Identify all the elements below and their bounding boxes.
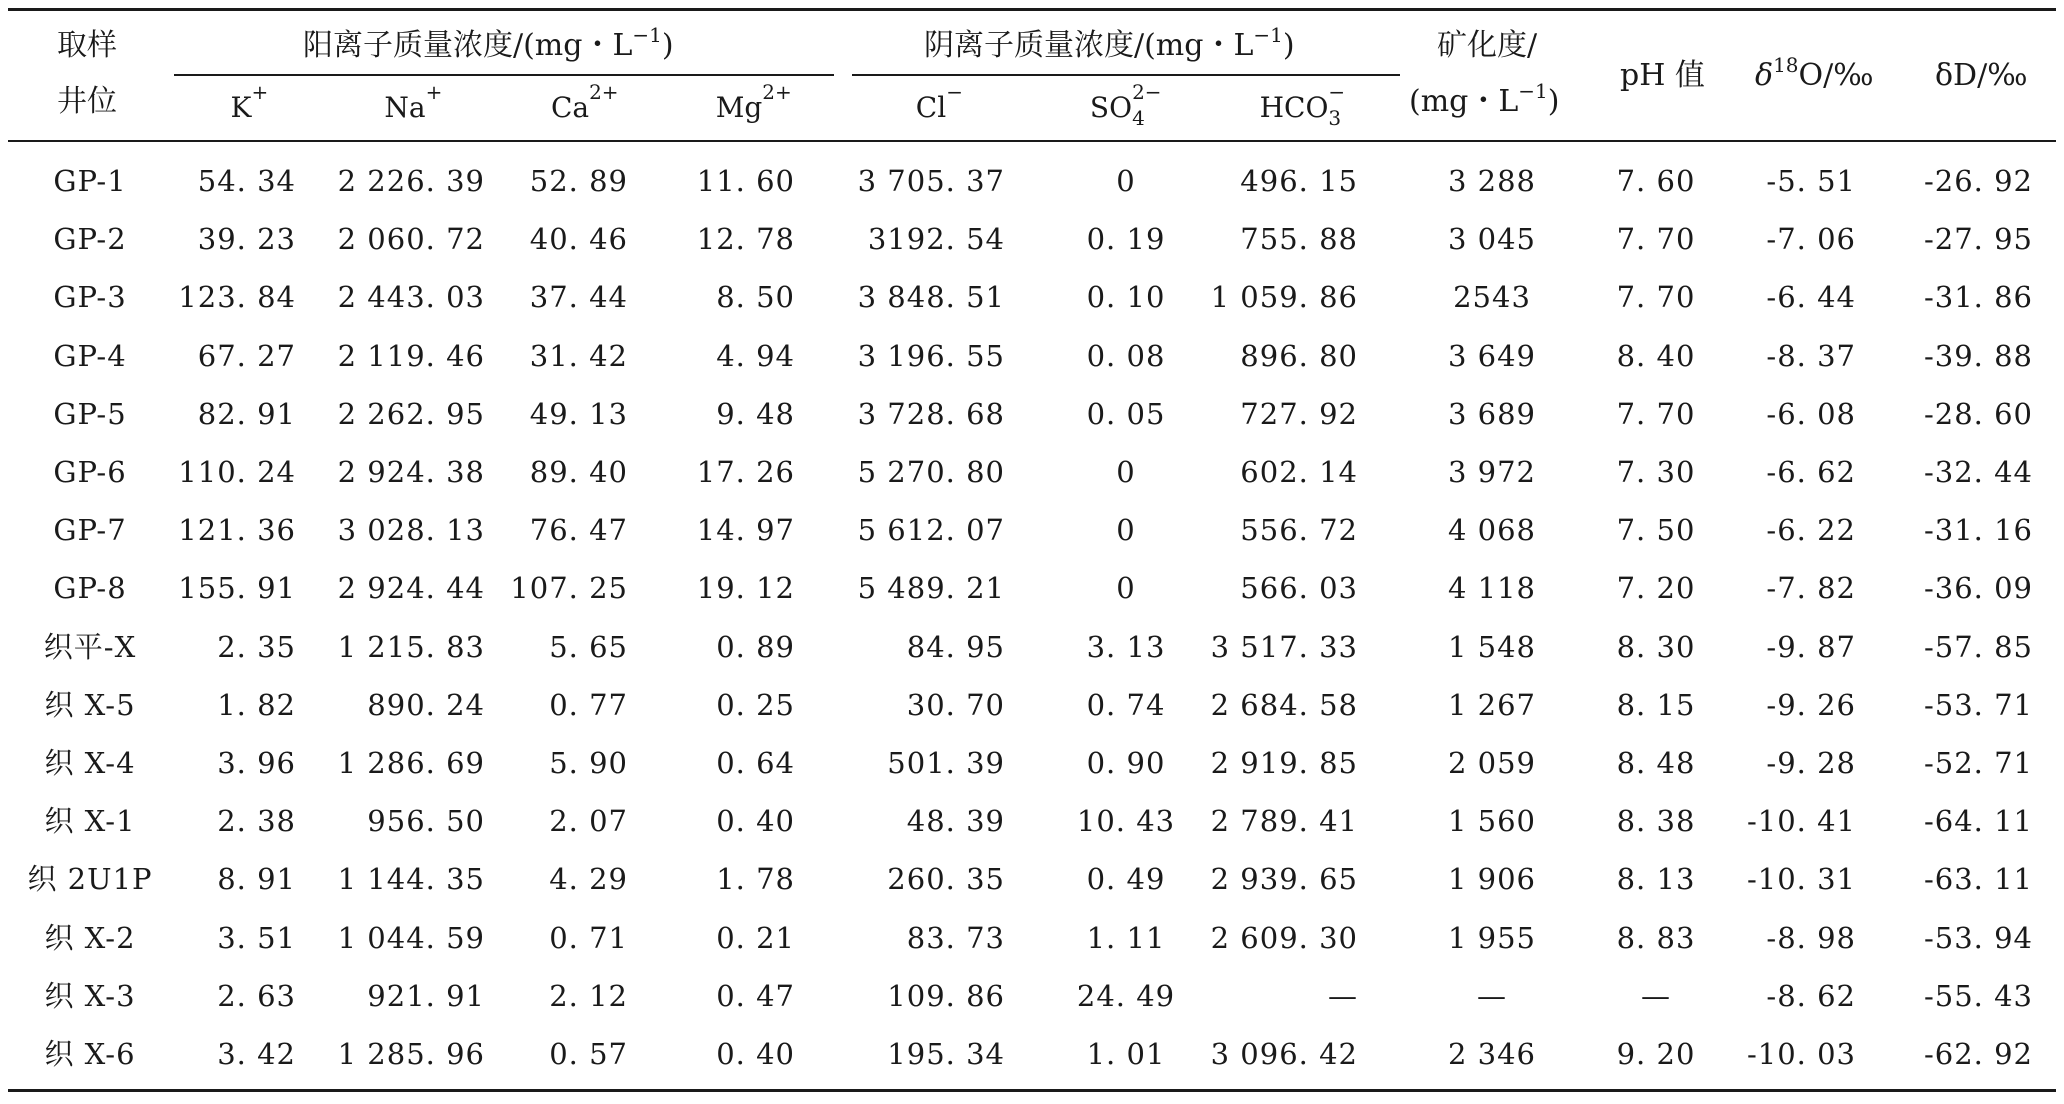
cell-d18o: -9. 28: [1766, 746, 1856, 780]
cell-mineralization: 4 068: [1447, 513, 1537, 548]
cell-so4: 0: [1116, 571, 1136, 606]
header-ion-cl: Cl −: [915, 80, 963, 124]
cell-mineralization: 2543: [1453, 280, 1531, 315]
cell-hco3: —: [1328, 978, 1358, 1013]
cell-na: 2 262. 95: [337, 396, 485, 431]
cell-ph: 7. 70: [1616, 396, 1696, 431]
cell-hco3: 2 609. 30: [1210, 920, 1358, 955]
cell-hco3: 2 789. 41: [1210, 804, 1358, 839]
cell-ph: 8. 83: [1616, 920, 1696, 955]
cell-well: 织 X-5: [44, 687, 136, 722]
cell-ph: 8. 40: [1616, 338, 1696, 373]
cell-hco3: 896. 80: [1240, 338, 1358, 373]
cell-ca: 37. 44: [529, 280, 628, 315]
cell-mineralization: 3 649: [1447, 338, 1537, 373]
cell-d18o: -8. 98: [1766, 920, 1856, 955]
cell-d18o: -5. 51: [1766, 164, 1856, 198]
cell-na: 2 060. 72: [337, 222, 485, 257]
cell-dd: -52. 71: [1923, 746, 2033, 780]
cell-well: GP-8: [53, 571, 127, 606]
cell-d18o: -8. 62: [1766, 978, 1856, 1013]
cell-mineralization: —: [1477, 978, 1507, 1013]
cell-mg: 0. 40: [716, 804, 795, 839]
cell-well: 织平-X: [43, 629, 137, 664]
cell-dd: -26. 92: [1923, 164, 2033, 198]
cell-d18o: -9. 87: [1766, 629, 1856, 664]
cell-ca: 76. 47: [529, 513, 628, 548]
cell-d18o: -10. 03: [1746, 1037, 1856, 1071]
cell-well: GP-3: [53, 280, 127, 315]
cell-hco3: 2 939. 65: [1210, 862, 1358, 897]
cell-na: 2 924. 44: [337, 571, 485, 606]
cell-na: 1 215. 83: [337, 629, 485, 664]
cell-mg: 14. 97: [696, 513, 795, 548]
cell-na: 2 924. 38: [337, 455, 485, 489]
cell-so4: 0. 19: [1086, 222, 1166, 257]
cell-well: GP-7: [53, 513, 127, 548]
cell-cl: 5 612. 07: [857, 513, 1005, 548]
cell-hco3: 3 517. 33: [1210, 629, 1358, 664]
cell-mg: 17. 26: [696, 455, 795, 489]
cell-so4: 1. 11: [1086, 920, 1166, 955]
cell-dd: -64. 11: [1923, 804, 2033, 839]
cell-mineralization: 3 288: [1447, 164, 1537, 198]
cell-ph: 8. 30: [1616, 629, 1696, 664]
cell-ph: 8. 13: [1616, 862, 1696, 897]
cell-k: 3. 51: [217, 920, 296, 955]
cell-d18o: -6. 22: [1766, 513, 1856, 548]
cell-d18o: -6. 62: [1766, 455, 1856, 489]
cell-cl: 3 848. 51: [857, 280, 1005, 315]
cell-dd: -28. 60: [1923, 396, 2033, 431]
cell-dd: -63. 11: [1923, 862, 2033, 897]
cell-k: 3. 96: [217, 746, 296, 780]
cell-so4: 0: [1116, 513, 1136, 548]
cell-k: 121. 36: [178, 513, 296, 548]
cell-k: 110. 24: [178, 455, 296, 489]
cell-mg: 1. 78: [716, 862, 795, 897]
cell-well: GP-6: [53, 455, 127, 489]
cell-mg: 11. 60: [696, 164, 795, 198]
cell-dd: -62. 92: [1923, 1037, 2033, 1071]
cell-mineralization: 1 560: [1447, 804, 1537, 839]
cell-ca: 40. 46: [529, 222, 628, 257]
cell-k: 2. 63: [217, 978, 296, 1013]
cell-cl: 3 705. 37: [857, 164, 1005, 198]
cell-d18o: -10. 31: [1746, 862, 1856, 897]
cell-so4: 0. 74: [1086, 687, 1166, 722]
header-mineralization-line2: (mg・$L^{-1}$): [1409, 79, 1560, 119]
cell-mg: 0. 64: [716, 746, 795, 780]
cell-mineralization: 2 346: [1447, 1037, 1537, 1071]
cell-hco3: 496. 15: [1240, 164, 1358, 198]
cell-hco3: 755. 88: [1240, 222, 1358, 257]
cell-d18o: -7. 06: [1766, 222, 1856, 257]
cell-mg: 9. 48: [716, 396, 795, 431]
cell-cl: 83. 73: [906, 920, 1005, 955]
cell-dd: -31. 86: [1923, 280, 2033, 315]
cell-ca: 89. 40: [529, 455, 628, 489]
cell-hco3: 2 919. 85: [1210, 746, 1358, 780]
cell-cl: 84. 95: [906, 629, 1005, 664]
cell-mg: 19. 12: [696, 571, 795, 606]
cell-na: 890. 24: [367, 687, 485, 722]
cell-mineralization: 3 045: [1447, 222, 1537, 257]
cell-cl: 109. 86: [887, 978, 1005, 1013]
cell-so4: 10. 43: [1076, 804, 1176, 839]
cell-k: 2. 38: [217, 804, 296, 839]
cell-mineralization: 1 906: [1447, 862, 1537, 897]
cell-d18o: -9. 26: [1766, 687, 1856, 722]
cell-d18o: -7. 82: [1766, 571, 1856, 606]
cell-ca: 0. 57: [549, 1037, 628, 1071]
cell-so4: 0: [1116, 455, 1136, 489]
cell-na: 921. 91: [367, 978, 485, 1013]
cell-well: 织 X-4: [44, 746, 136, 780]
cell-dd: -53. 71: [1923, 687, 2033, 722]
cell-hco3: 727. 92: [1240, 396, 1358, 431]
cell-dd: -39. 88: [1923, 338, 2033, 373]
cell-k: 8. 91: [217, 862, 296, 897]
cell-cl: 3 196. 55: [857, 338, 1005, 373]
cell-na: 1 144. 35: [337, 862, 485, 897]
cell-mineralization: 2 059: [1447, 746, 1537, 780]
header-ion-ca: Ca 2+: [550, 80, 619, 124]
cell-well: GP-5: [53, 396, 127, 431]
cell-so4: 0: [1116, 164, 1136, 198]
cell-dd: -57. 85: [1923, 629, 2033, 664]
cell-ph: 7. 70: [1616, 222, 1696, 257]
cell-ca: 107. 25: [510, 571, 628, 606]
cell-ca: 5. 65: [549, 629, 628, 664]
header-ion-mg: Mg 2+: [715, 80, 792, 124]
cell-ph: 7. 20: [1616, 571, 1696, 606]
cell-well: GP-2: [53, 222, 127, 257]
cell-so4: 3. 13: [1086, 629, 1166, 664]
cell-ph: 8. 38: [1616, 804, 1696, 839]
cell-hco3: 2 684. 58: [1210, 687, 1358, 722]
cell-na: 2 443. 03: [337, 280, 485, 315]
cell-k: 155. 91: [178, 571, 296, 606]
cell-well: GP-4: [53, 338, 127, 373]
cell-well: 织 X-6: [44, 1037, 136, 1071]
header-dd: δD/‰: [1935, 58, 2028, 93]
cell-k: 123. 84: [178, 280, 296, 315]
cell-cl: 3 728. 68: [857, 396, 1005, 431]
cell-mineralization: 3 689: [1447, 396, 1537, 431]
cell-well: GP-1: [53, 164, 127, 198]
cell-ca: 2. 07: [549, 804, 628, 839]
cell-ph: 9. 20: [1616, 1037, 1696, 1071]
cell-mineralization: 4 118: [1447, 571, 1537, 606]
cell-mg: 0. 89: [716, 629, 795, 664]
cell-hco3: 602. 14: [1240, 455, 1358, 489]
cell-mineralization: 3 972: [1447, 455, 1537, 489]
cell-na: 3 028. 13: [337, 513, 485, 548]
cell-cl: 5 489. 21: [857, 571, 1005, 606]
cell-well: 织 X-3: [44, 978, 136, 1013]
cell-mineralization: 1 267: [1447, 687, 1537, 722]
cell-k: 82. 91: [197, 396, 296, 431]
cell-hco3: 556. 72: [1240, 513, 1358, 548]
cell-dd: -36. 09: [1923, 571, 2033, 606]
cell-dd: -53. 94: [1923, 920, 2033, 955]
cell-cl: 501. 39: [887, 746, 1005, 780]
cell-well: 织 X-2: [44, 920, 136, 955]
cell-ph: 7. 60: [1616, 164, 1696, 198]
cell-ca: 5. 90: [549, 746, 628, 780]
cell-so4: 0. 90: [1086, 746, 1166, 780]
cell-mineralization: 1 955: [1447, 920, 1537, 955]
cell-mg: 12. 78: [696, 222, 795, 257]
cell-na: 2 119. 46: [337, 338, 485, 373]
cell-k: 1. 82: [217, 687, 296, 722]
cell-ca: 2. 12: [549, 978, 628, 1013]
cell-ph: 7. 50: [1616, 513, 1696, 548]
cell-mg: 8. 50: [716, 280, 795, 315]
cell-ca: 0. 71: [549, 920, 628, 955]
cell-na: 956. 50: [367, 804, 485, 839]
cell-cl: 3192. 54: [867, 222, 1005, 257]
cell-d18o: -8. 37: [1766, 338, 1856, 373]
cell-mg: 0. 25: [716, 687, 795, 722]
cell-ca: 4. 29: [549, 862, 628, 897]
cell-so4: 0. 49: [1086, 862, 1166, 897]
cell-dd: -32. 44: [1923, 455, 2033, 489]
header-anion-group: 阴离子质量浓度/(mg・$L^{-1}$): [924, 23, 1295, 63]
cell-cl: 30. 70: [906, 687, 1005, 722]
cell-cl: 48. 39: [906, 804, 1005, 839]
header-mineralization-line1: 矿化度/: [1437, 28, 1538, 63]
cell-k: 2. 35: [217, 629, 296, 664]
header-ion-k: K +: [230, 80, 269, 124]
cell-well: 织 2U1P: [27, 862, 153, 897]
cell-ca: 49. 13: [529, 396, 628, 431]
header-d18o: $\delta^{18}O/‰$: [1755, 53, 1874, 93]
header-ion-na: Na +: [384, 80, 443, 124]
cell-cl: 195. 34: [887, 1037, 1005, 1071]
cell-mg: 4. 94: [716, 338, 795, 373]
cell-d18o: -6. 08: [1766, 396, 1856, 431]
cell-dd: -55. 43: [1923, 978, 2033, 1013]
cell-ph: 8. 48: [1616, 746, 1696, 780]
cell-well: 织 X-1: [44, 804, 136, 839]
header-cation-group: 阳离子质量浓度/(mg・$L^{-1}$): [303, 23, 674, 63]
cell-ph: 8. 15: [1616, 687, 1696, 722]
cell-ca: 0. 77: [549, 687, 628, 722]
cell-k: 67. 27: [197, 338, 296, 373]
cell-so4: 0. 05: [1086, 396, 1166, 431]
cell-mineralization: 1 548: [1447, 629, 1537, 664]
cell-na: 2 226. 39: [337, 164, 485, 198]
cell-mg: 0. 21: [716, 920, 795, 955]
header-sample-well-line2: 井位: [57, 84, 117, 119]
cell-ca: 52. 89: [529, 164, 628, 198]
cell-mg: 0. 40: [716, 1037, 795, 1071]
cell-mg: 0. 47: [716, 978, 795, 1013]
cell-dd: -27. 95: [1923, 222, 2033, 257]
cell-ca: 31. 42: [529, 338, 628, 373]
header-ion-hco3: HCO − 3: [1259, 80, 1346, 130]
cell-ph: 7. 70: [1616, 280, 1696, 315]
cell-cl: 5 270. 80: [857, 455, 1005, 489]
cell-ph: —: [1641, 978, 1671, 1013]
header-sample-well-line1: 取样: [57, 28, 117, 63]
header-ion-so4: SO 2− 4: [1089, 80, 1162, 130]
cell-so4: 1. 01: [1086, 1037, 1166, 1071]
cell-dd: -31. 16: [1923, 513, 2033, 548]
cell-d18o: -6. 44: [1766, 280, 1856, 315]
cell-ph: 7. 30: [1616, 455, 1696, 489]
cell-so4: 24. 49: [1076, 978, 1176, 1013]
cell-so4: 0. 08: [1086, 338, 1166, 373]
cell-hco3: 3 096. 42: [1210, 1037, 1358, 1071]
cell-na: 1 286. 69: [337, 746, 485, 780]
cell-k: 54. 34: [197, 164, 296, 198]
cell-k: 3. 42: [217, 1037, 296, 1071]
cell-hco3: 1 059. 86: [1210, 280, 1358, 315]
header-ph: pH 值: [1620, 58, 1705, 93]
cell-cl: 260. 35: [887, 862, 1005, 897]
cell-k: 39. 23: [197, 222, 296, 257]
cell-d18o: -10. 41: [1746, 804, 1856, 839]
cell-so4: 0. 10: [1086, 280, 1166, 315]
cell-hco3: 566. 03: [1240, 571, 1358, 606]
cell-na: 1 285. 96: [337, 1037, 485, 1071]
cell-na: 1 044. 59: [337, 920, 485, 955]
